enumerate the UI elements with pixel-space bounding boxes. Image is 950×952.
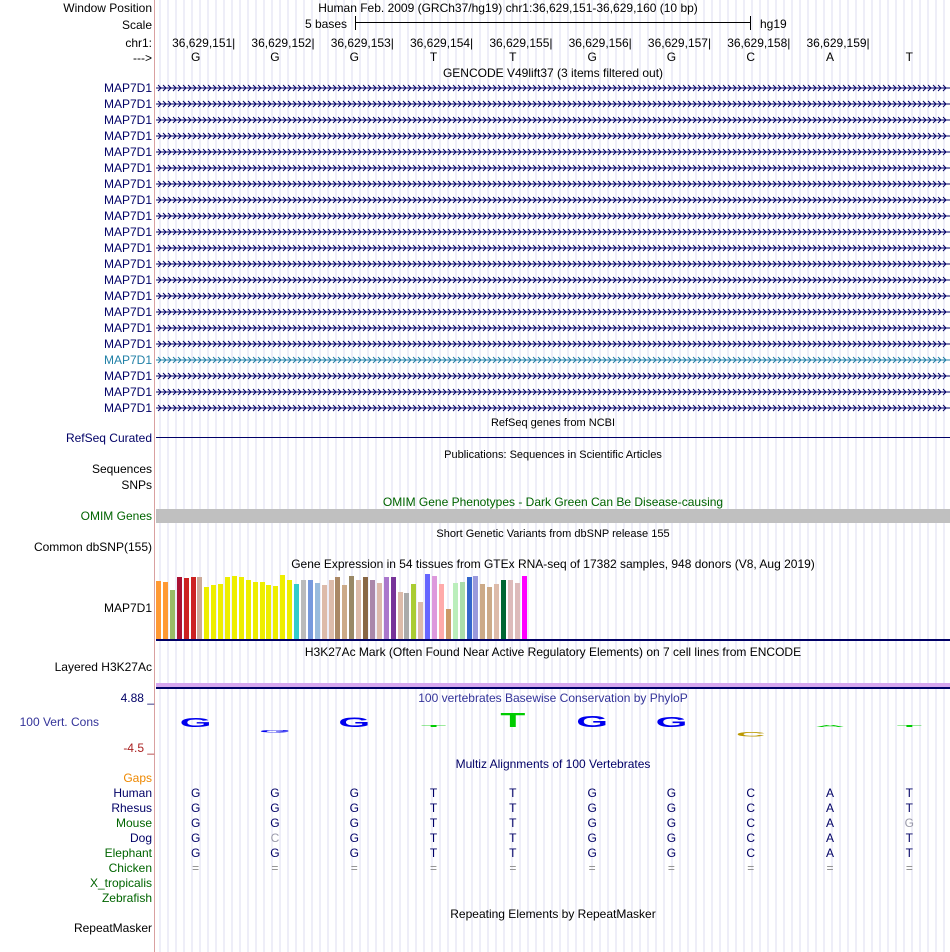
dna-base: G [190,50,201,64]
repeatmasker-track-title: Repeating Elements by RepeatMasker [450,907,656,921]
gencode-transcript[interactable] [156,83,950,93]
alignment-base: G [190,831,201,845]
gtex-tissue-bar[interactable] [211,585,216,640]
alignment-base: T [429,846,438,860]
gtex-tissue-bar[interactable] [239,577,244,640]
omim-track-label[interactable]: OMIM Genes [80,509,152,523]
alignment-base: G [190,846,201,860]
gencode-transcript[interactable] [156,243,950,253]
gtex-tissue-bar[interactable] [377,583,382,640]
gtex-tissue-bar[interactable] [370,580,375,640]
species-label[interactable]: Rhesus [111,801,152,815]
alignment-base: = [667,861,675,875]
gencode-track-title: GENCODE V49lift37 (3 items filtered out) [442,66,664,80]
h3k27ac-track-title: H3K27Ac Mark (Often Found Near Active Regulatory Elements) on 7 cell lines from ENCODE [304,645,802,659]
alignment-base: C [746,801,756,815]
alignment-base: A [826,816,835,830]
gtex-tissue-bar[interactable] [315,583,320,640]
dna-base: T [429,50,438,64]
strand-label: ---> [133,51,152,65]
alignment-base: T [509,801,517,815]
omim-track-title: OMIM Gene Phenotypes - Dark Green Can Be Disease-causing [382,495,724,509]
phylop-base-glyph: T [500,708,526,732]
gtex-tissue-bar[interactable] [446,609,451,640]
gtex-tissue-bar[interactable] [260,582,265,640]
position-tick-label: 36,629,157| [647,36,712,50]
gencode-transcript[interactable] [156,339,950,349]
gencode-gene-label[interactable]: MAP7D1 [103,353,152,367]
alignment-base: T [429,801,438,815]
gtex-tissue-bar[interactable] [356,580,361,640]
position-tick-label: 36,629,153| [330,36,394,50]
publications-track-label[interactable]: Sequences [91,462,152,476]
refseq-gene-line[interactable] [156,437,950,438]
gtex-tissue-bar[interactable] [322,585,327,640]
multiz-track-title: Multiz Alignments of 100 Vertebrates [455,757,651,771]
gtex-tissue-bar[interactable] [460,582,465,640]
species-label[interactable]: X_tropicalis [89,876,152,890]
publications-track-title: Publications: Sequences in Scientific Articles [444,449,662,461]
alignment-base: T [429,786,438,800]
gtex-tissue-bar[interactable] [273,586,278,640]
gtex-tissue-bar[interactable] [301,580,306,640]
alignment-base: = [271,861,279,875]
alignment-base: = [747,861,755,875]
alignment-base: G [666,846,677,860]
refseq-track-label[interactable]: RefSeq Curated [65,431,152,445]
window-position-label: Window Position [63,1,152,15]
gencode-gene-label[interactable]: MAP7D1 [103,193,152,207]
gencode-gene-label[interactable]: MAP7D1 [103,177,152,191]
gencode-transcript[interactable] [156,179,950,189]
gencode-transcript[interactable] [156,307,950,317]
alignment-base: T [509,786,517,800]
alignment-base: G [349,846,359,860]
position-tick-label: 36,629,156| [568,36,632,50]
chrom-label: chr1: [125,36,152,50]
dna-base: T [509,50,517,64]
alignment-base: A [826,846,835,860]
alignment-base: G [349,816,359,830]
gtex-tissue-bar[interactable] [335,577,340,640]
alignment-base: G [349,786,359,800]
gencode-transcript[interactable] [156,211,950,221]
gtex-tissue-bar[interactable] [308,580,313,640]
alignment-base: G [666,831,677,845]
dna-base: G [666,50,677,64]
alignment-base: T [905,846,914,860]
gencode-gene-label[interactable]: MAP7D1 [103,225,152,239]
phylop-base-glyph: T [896,724,922,728]
gencode-transcript[interactable] [156,131,950,141]
alignment-base: G [666,786,677,800]
alignment-base: G [587,801,597,815]
gencode-gene-label[interactable]: MAP7D1 [103,209,152,223]
gencode-gene-label[interactable]: MAP7D1 [103,241,152,255]
gtex-tissue-bar[interactable] [363,577,368,640]
gtex-tissue-bar[interactable] [266,585,271,640]
alignment-base: G [587,831,597,845]
gencode-gene-label[interactable]: MAP7D1 [103,97,152,111]
gaps-label: Gaps [123,771,152,785]
gencode-transcript[interactable] [156,147,950,157]
alignment-base: G [587,846,597,860]
dbsnp-track-label[interactable]: Common dbSNP(155) [33,540,152,554]
gtex-tissue-bar[interactable] [287,580,292,640]
gtex-tissue-bar[interactable] [204,587,209,640]
gtex-track-title: Gene Expression in 54 tissues from GTEx RNA-seq of 17382 samples, 948 donors (V8, Aug 2019) [291,557,815,571]
phylop-base-glyph: C [736,730,766,738]
gtex-tissue-bar[interactable] [197,577,202,640]
gtex-gene-label[interactable]: MAP7D1 [103,601,152,615]
alignment-base: A [826,786,835,800]
gtex-baseline [156,639,950,641]
alignment-base: = [192,861,200,875]
phylop-base-glyph: A [815,724,845,728]
alignment-base: C [746,816,756,830]
dna-base: C [746,50,756,64]
alignment-base: G [270,846,280,860]
gtex-tissue-bar[interactable] [191,577,196,640]
alignment-base: G [587,786,597,800]
gencode-gene-label[interactable]: MAP7D1 [103,369,152,383]
gencode-transcript[interactable] [156,275,950,285]
gtex-tissue-bar[interactable] [473,576,478,640]
gtex-expression-bars[interactable] [156,572,556,640]
alignment-base: = [509,861,517,875]
species-label[interactable]: Zebrafish [101,891,152,905]
position-tick-label: 36,629,154| [410,36,474,50]
alignment-base: C [746,786,756,800]
gtex-tissue-bar[interactable] [404,593,409,640]
gtex-tissue-bar[interactable] [156,581,161,640]
gtex-tissue-bar[interactable] [349,576,354,640]
gtex-tissue-bar[interactable] [232,576,237,640]
gencode-gene-label[interactable]: MAP7D1 [103,145,152,159]
alignment-base: T [429,816,438,830]
phylop-base-glyph: T [421,724,447,728]
h3k27ac-baseline [156,687,950,689]
gencode-transcript[interactable] [156,355,950,365]
gencode-gene-label[interactable]: MAP7D1 [103,385,152,399]
gtex-tissue-bar[interactable] [294,584,299,640]
alignment-base: C [270,831,280,845]
species-label[interactable]: Chicken [108,861,152,875]
gtex-tissue-bar[interactable] [398,592,403,640]
position-tick-label: 36,629,152| [251,36,315,50]
gencode-gene-label[interactable]: MAP7D1 [103,337,152,351]
dna-base: G [349,50,359,64]
gtex-tissue-bar[interactable] [253,582,258,640]
gtex-tissue-bar[interactable] [494,584,499,640]
gencode-gene-label[interactable]: MAP7D1 [103,321,152,335]
gtex-tissue-bar[interactable] [432,576,437,640]
assembly-label: hg19 [760,17,787,31]
dna-base: T [905,50,914,64]
gtex-tissue-bar[interactable] [218,584,223,640]
gencode-transcript[interactable] [156,291,950,301]
scale-label: Scale [121,18,152,32]
gencode-gene-label[interactable]: MAP7D1 [103,401,152,415]
gencode-gene-label[interactable]: MAP7D1 [103,81,152,95]
gencode-transcript[interactable] [156,323,950,333]
window-position-value: Human Feb. 2009 (GRCh37/hg19) chr1:36,629,151-36,629,160 (10 bp) [318,1,698,15]
sidebar-divider [154,0,155,952]
gencode-transcript[interactable] [156,99,950,109]
gtex-tissue-bar[interactable] [501,580,506,640]
gencode-transcript[interactable] [156,403,950,413]
phylop-min-label: -4.5 _ [123,741,154,755]
position-tick-label: 36,629,158| [727,36,791,50]
gtex-tissue-bar[interactable] [411,584,416,640]
phylop-base-glyph: G [576,712,609,731]
alignment-base: A [826,801,835,815]
alignment-base: = [430,861,438,875]
phylop-base-glyph: G [655,714,688,731]
alignment-base: G [904,816,915,830]
gencode-transcript[interactable] [156,259,950,269]
gtex-tissue-bar[interactable] [522,576,527,640]
gtex-tissue-bar[interactable] [508,580,513,640]
gtex-tissue-bar[interactable] [453,583,458,640]
phylop-track-title: 100 vertebrates Basewise Conservation by PhyloP [418,691,688,705]
scale-bar-text: 5 bases [305,17,348,31]
alignment-base: C [746,831,756,845]
gtex-tissue-bar[interactable] [384,577,389,640]
repeatmasker-track-label[interactable]: RepeatMasker [73,921,152,935]
species-label[interactable]: Mouse [115,816,152,830]
alignment-base: G [349,801,359,815]
gtex-tissue-bar[interactable] [467,577,472,640]
gencode-transcript[interactable] [156,371,950,381]
alignment-base: G [190,786,201,800]
phylop-track-label[interactable]: 100 Vert. Cons [19,715,99,729]
phylop-base-glyph: G [179,715,212,730]
position-tick-label: 36,629,155| [489,36,553,50]
alignment-base: G [666,801,677,815]
alignment-base: T [509,831,517,845]
alignment-base: T [509,816,517,830]
species-label[interactable]: Human [113,786,152,800]
gtex-tissue-bar[interactable] [480,584,485,640]
position-tick-label: 36,629,151| [172,36,236,50]
position-tick-label: 36,629,159| [806,36,870,50]
gtex-tissue-bar[interactable] [170,590,175,640]
gencode-transcript[interactable] [156,227,950,237]
gencode-gene-label[interactable]: MAP7D1 [103,161,152,175]
phylop-base-glyph: G [338,714,371,731]
gtex-tissue-bar[interactable] [439,584,444,640]
gencode-gene-label[interactable]: MAP7D1 [103,113,152,127]
phylop-conservation-plot[interactable] [156,707,950,747]
gtex-tissue-bar[interactable] [391,577,396,640]
alignment-base: G [349,831,359,845]
alignment-base: = [905,861,913,875]
gencode-transcript[interactable] [156,163,950,173]
gtex-tissue-bar[interactable] [225,577,230,640]
dna-base: G [270,50,280,64]
alignment-base: G [270,786,280,800]
alignment-base: G [270,801,280,815]
alignment-base: = [826,861,834,875]
phylop-max-label: 4.88 _ [120,691,154,705]
species-label[interactable]: Elephant [104,846,152,860]
gtex-tissue-bar[interactable] [280,575,285,640]
alignment-base: = [588,861,596,875]
alignment-base: A [826,831,835,845]
dna-base: A [826,50,835,64]
alignment-base: = [350,861,358,875]
gencode-transcript[interactable] [156,195,950,205]
gtex-tissue-bar[interactable] [177,577,182,640]
alignment-base: G [270,816,280,830]
gencode-transcript[interactable] [156,387,950,397]
gencode-gene-label[interactable]: MAP7D1 [103,305,152,319]
species-label[interactable]: Dog [129,831,152,845]
alignment-base: G [587,816,597,830]
snps-track-label[interactable]: SNPs [121,478,152,492]
gencode-gene-label[interactable]: MAP7D1 [103,289,152,303]
alignment-base: G [190,816,201,830]
gtex-tissue-bar[interactable] [418,602,423,640]
gencode-gene-label[interactable]: MAP7D1 [103,273,152,287]
gencode-gene-label[interactable]: MAP7D1 [103,129,152,143]
gtex-tissue-bar[interactable] [425,574,430,640]
gtex-tissue-bar[interactable] [184,578,189,640]
gtex-tissue-bar[interactable] [329,580,334,640]
dbsnp-track-title: Short Genetic Variants from dbSNP release 155 [436,528,670,540]
alignment-base: G [666,816,677,830]
gtex-tissue-bar[interactable] [246,580,251,640]
gencode-gene-label[interactable]: MAP7D1 [103,257,152,271]
refseq-track-title: RefSeq genes from NCBI [490,417,616,429]
gtex-tissue-bar[interactable] [342,585,347,640]
gencode-transcript[interactable] [156,115,950,125]
omim-gene-bar[interactable] [156,509,950,523]
alignment-base: T [905,801,914,815]
scale-bar [355,16,751,30]
gtex-tissue-bar[interactable] [163,582,168,640]
alignment-base: G [190,801,201,815]
alignment-base: T [509,846,517,860]
alignment-base: C [746,846,756,860]
gtex-tissue-bar[interactable] [515,583,520,640]
gtex-tissue-bar[interactable] [487,587,492,640]
alignment-base: T [905,831,914,845]
phylop-base-glyph: G [259,728,291,734]
h3k27ac-track-label[interactable]: Layered H3K27Ac [54,660,152,674]
dna-base: G [587,50,597,64]
alignment-base: T [429,831,438,845]
alignment-base: T [905,786,914,800]
